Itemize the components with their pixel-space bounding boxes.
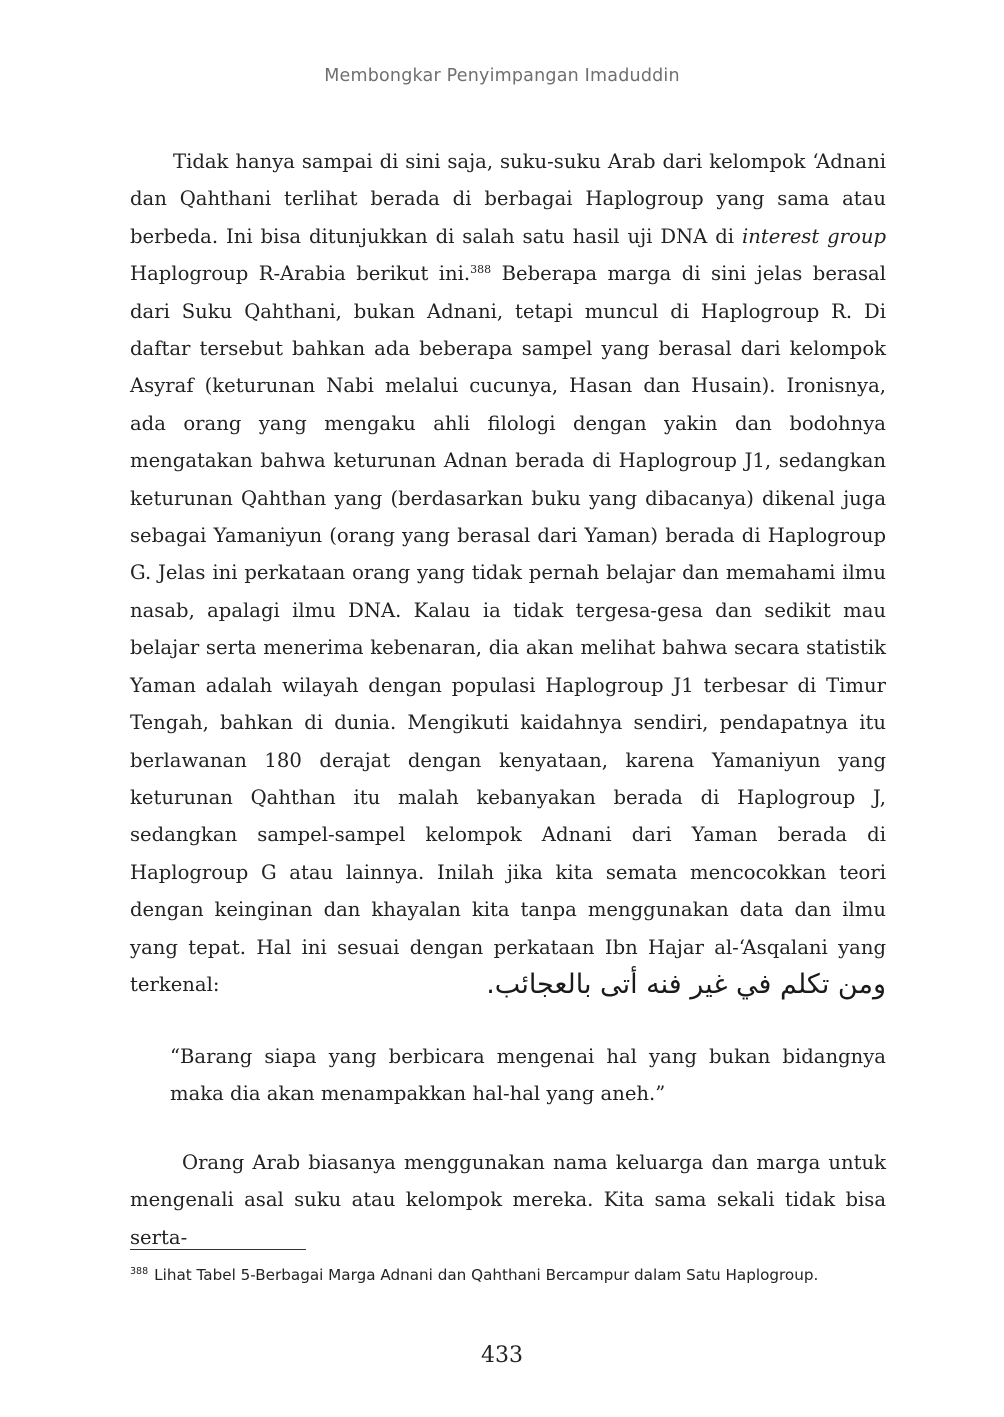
footnote <box>130 1263 890 1287</box>
paragraph-1-italic-term: interest group <box>741 224 886 248</box>
page-number: 433 <box>481 1343 523 1368</box>
body-paragraph-2: Orang Arab biasanya menggunakan nama keluarga dan marga untuk mengenali asal suku atau kelompok mereka. Kita sama sekali tidak bisa serta- <box>130 1151 886 1249</box>
translation-quote: “Barang siapa yang berbicara mengenai hal yang bukan bidangnya maka dia akan menampakkan hal-hal yang aneh.” <box>170 1045 886 1106</box>
arabic-quote: ومن تكلم في غير فنه أتى بالعجائب. <box>486 969 886 1000</box>
footnote-reference[interactable]: 388 <box>470 263 492 277</box>
running-header: Membongkar Penyimpangan Imaduddin <box>324 66 680 86</box>
footnote-divider <box>130 1249 306 1250</box>
body-paragraph-1 <box>130 143 886 1003</box>
paragraph-1-text-a: Tidak hanya sampai di sini saja, suku-suku Arab dari kelompok ‘Adnani dan Qahthani terlihat berada di berbagai Haplogroup yang sama atau berbeda. Ini bisa ditunjukkan di salah satu hasil uji DNA di <box>130 150 886 248</box>
footnote-number: 388 <box>130 1266 149 1277</box>
paragraph-1-text-b: Haplogroup R-Arabia berikut ini. <box>130 262 471 286</box>
footnote-text: Lihat Tabel 5-Berbagai Marga Adnani dan Qahthani Bercampur dalam Satu Haplogroup. <box>154 1266 819 1284</box>
paragraph-1-text-c: Beberapa marga di sini jelas berasal dari Suku Qahthani, bukan Adnani, tetapi muncul di Haplogroup R. Di daftar tersebut bahkan ada beberapa sampel yang berasal dari kelompok Asyraf (keturunan Nabi melalui cucunya, Hasan dan Husain). Ironisnya, ada orang yang mengaku ahli filologi dengan yakin dan bodohnya mengatakan bahwa keturunan Adnan berada di Haplogroup J1, sedangkan keturunan Qahthan yang (berdasarkan buku yang dibacanya) dikenal juga sebagai Yamaniyun (orang yang berasal dari Yaman) berada di Haplogroup G. Jelas ini perkataan orang yang tidak pernah belajar dan memahami ilmu nasab, apalagi ilmu DNA. Kalau ia tidak tergesa-gesa dan sedikit mau belajar serta menerima kebenaran, dia akan melihat bahwa secara statistik Yaman adalah wilayah dengan populasi Haplogroup J1 terbesar di Timur Tengah, bahkan di dunia. Mengikuti kaidahnya sendiri, pendapatnya itu berlawanan 180 derajat dengan kenyataan, karena Yamaniyun yang keturunan Qahthan itu malah kebanyakan berada di Haplogroup J, sedangkan sampel-sampel kelompok Adnani dari Yaman berada di Haplogroup G atau lainnya. Inilah jika kita semata mencocokkan teori dengan keinginan dan khayalan kita tanpa menggunakan data dan ilmu yang tepat. Hal ini sesuai dengan perkataan Ibn Hajar al-‘Asqalani yang terkenal: <box>130 262 886 996</box>
